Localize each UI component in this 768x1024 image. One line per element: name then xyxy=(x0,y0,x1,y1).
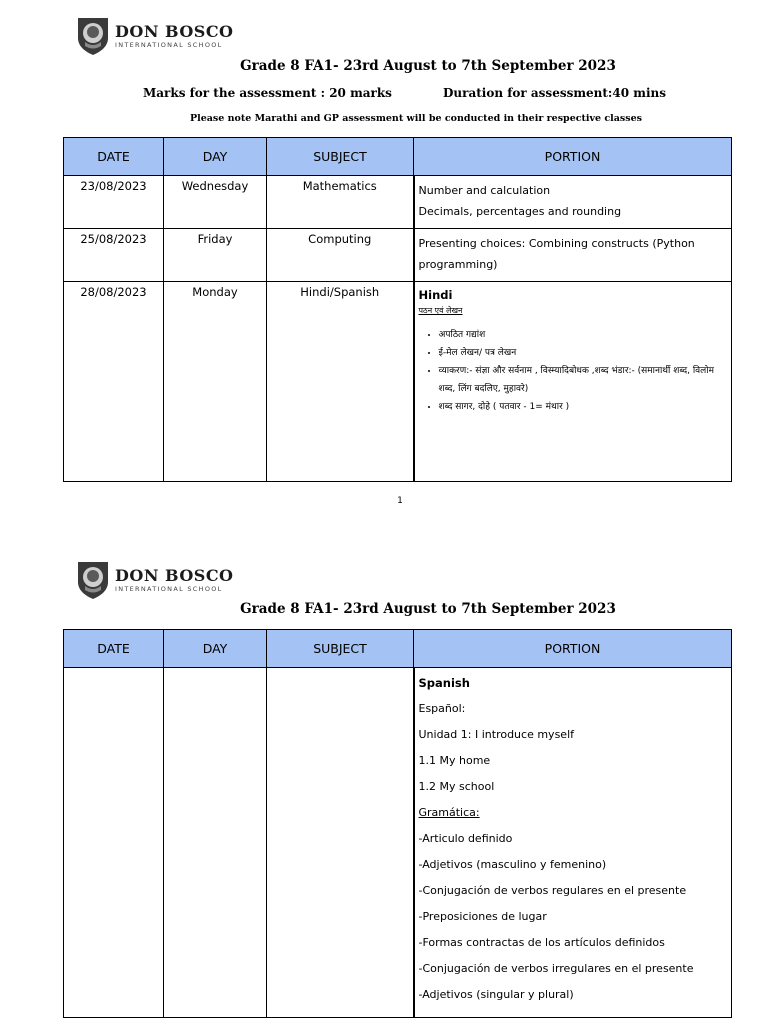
row-portion xyxy=(414,282,732,482)
hindi-heading: Hindi xyxy=(418,288,453,302)
row-date: 28/08/2023 xyxy=(64,282,164,482)
hindi-subheading: पठन एवं लेखन xyxy=(418,306,463,315)
row-date: 23/08/2023 xyxy=(64,176,164,229)
table-row xyxy=(64,229,732,282)
portion-line: -Preposiciones de lugar xyxy=(418,910,547,923)
schedule-table xyxy=(63,137,732,482)
portion-line: Gramática: xyxy=(418,806,480,819)
header-date: DATE xyxy=(64,138,164,176)
row-subject: Hindi/Spanish xyxy=(267,282,414,482)
schedule-table xyxy=(63,629,732,1018)
school-name: DON BOSCO xyxy=(115,565,234,585)
school-subtitle: INTERNATIONAL SCHOOL xyxy=(115,40,223,49)
header-date: DATE xyxy=(64,630,164,668)
header-portion: PORTION xyxy=(414,630,732,668)
portion-line: 1.2 My school xyxy=(418,780,495,793)
school-crest-icon xyxy=(76,16,110,56)
spanish-heading: Spanish xyxy=(418,676,470,690)
row-day: Wednesday xyxy=(164,176,267,229)
portion-line: Unidad 1: I introduce myself xyxy=(418,728,574,741)
school-crest-icon xyxy=(76,560,110,600)
table-header-row xyxy=(64,138,732,176)
page-2 xyxy=(0,540,768,1024)
portion-line: Español: xyxy=(418,702,466,715)
school-logo xyxy=(76,16,234,56)
portion-line: -Conjugación de verbos regulares en el presente xyxy=(418,884,687,897)
row-subject xyxy=(267,668,414,1018)
row-date xyxy=(64,668,164,1018)
portion-line: -Articulo definido xyxy=(418,832,513,845)
header-day: DAY xyxy=(164,138,267,176)
page-title: Grade 8 FA1- 23rd August to 7th September 2023 xyxy=(240,601,616,617)
page-title: Grade 8 FA1- 23rd August to 7th September 2023 xyxy=(240,58,616,74)
portion-line: -Adjetivos (singular y plural) xyxy=(418,988,574,1001)
marks-info: Marks for the assessment : 20 marks xyxy=(143,86,392,100)
portion-line: -Conjugación de verbos irregulares en el presente xyxy=(418,962,694,975)
hindi-topic-list xyxy=(419,326,728,416)
list-item: • ई-मेल लेखन/ पत्र लेखन xyxy=(439,344,728,362)
row-day: Monday xyxy=(164,282,267,482)
page-number: 1 xyxy=(397,496,403,506)
portion-line: -Adjetivos (masculino y femenino) xyxy=(418,858,607,871)
table-header-row xyxy=(64,630,732,668)
header-subject: SUBJECT xyxy=(267,630,414,668)
header-portion: PORTION xyxy=(414,138,732,176)
school-name: DON BOSCO xyxy=(115,21,234,41)
assessment-note: Please note Marathi and GP assessment will be conducted in their respective classes xyxy=(189,113,643,124)
header-subject: SUBJECT xyxy=(267,138,414,176)
row-day: Friday xyxy=(164,229,267,282)
portion-line: Decimals, percentages and rounding xyxy=(418,205,622,218)
school-subtitle: INTERNATIONAL SCHOOL xyxy=(115,584,223,593)
list-item: • अपठित गद्यांश xyxy=(439,326,728,344)
portion-line: -Formas contractas de los artículos definidos xyxy=(418,936,665,949)
row-subject: Mathematics xyxy=(267,176,414,229)
portion-line: Number and calculation xyxy=(418,184,551,197)
header-day: DAY xyxy=(164,630,267,668)
portion-line: 1.1 My home xyxy=(418,754,491,767)
row-portion xyxy=(414,668,732,1018)
table-row xyxy=(64,668,732,1018)
list-item: • व्याकरण:- संज्ञा और सर्वनाम , विस्म्यादिबोधक ,शब्द भंडार:- (समानार्थी शब्द, विलोम शब्द, लिंग बदलिए, मुहावरे) xyxy=(439,362,728,398)
row-date: 25/08/2023 xyxy=(64,229,164,282)
table-row xyxy=(64,176,732,229)
portion-line: programming) xyxy=(418,258,498,271)
list-item: • शब्द सागर, दोहे ( पतवार - 1= मंथार ) xyxy=(439,398,728,416)
row-portion xyxy=(414,229,732,282)
duration-info: Duration for assessment:40 mins xyxy=(443,86,666,100)
row-portion xyxy=(414,176,732,229)
school-logo xyxy=(76,560,234,600)
row-day xyxy=(164,668,267,1018)
table-row xyxy=(64,282,732,482)
portion-line: Presenting choices: Combining constructs (Python xyxy=(418,237,695,250)
row-subject: Computing xyxy=(267,229,414,282)
